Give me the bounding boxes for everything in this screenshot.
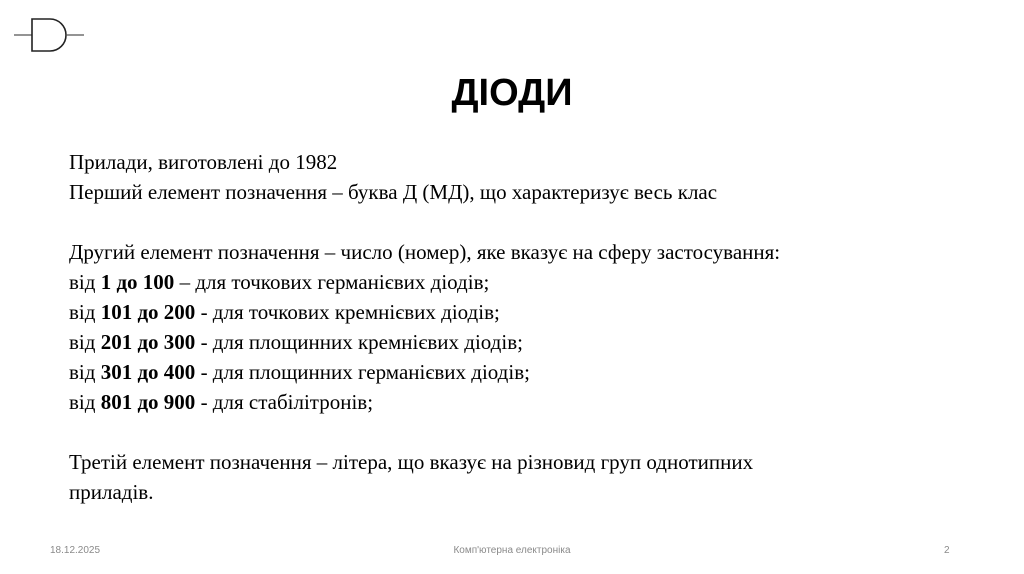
range-line bbox=[69, 387, 969, 417]
text-line: Перший елемент позначення – буква Д (МД), що характеризує весь клас bbox=[69, 180, 718, 204]
range-value: 1 до 100 bbox=[100, 270, 175, 294]
footer-date: 18.12.2025 bbox=[50, 545, 101, 556]
range-description: - для стабілітронів; bbox=[195, 390, 374, 414]
text-line: Третій елемент позначення – літера, що вказує на різновид груп однотипних bbox=[69, 450, 754, 474]
range-value: 301 до 400 bbox=[100, 360, 196, 384]
range-prefix: від bbox=[69, 330, 101, 354]
range-prefix: від bbox=[69, 360, 101, 384]
range-value: 101 до 200 bbox=[100, 300, 196, 324]
range-value: 801 до 900 bbox=[100, 390, 196, 414]
range-line bbox=[69, 327, 969, 357]
slide-title: ДІОДИ bbox=[451, 72, 573, 114]
range-prefix: від bbox=[69, 390, 101, 414]
range-description: – для точкових германієвих діодів; bbox=[174, 270, 490, 294]
and-gate-icon bbox=[12, 14, 88, 56]
range-description: - для площинних кремнієвих діодів; bbox=[195, 330, 523, 354]
range-value: 201 до 300 bbox=[100, 330, 196, 354]
page-number: 2 bbox=[944, 545, 950, 556]
range-description: - для площинних германієвих діодів; bbox=[195, 360, 530, 384]
text-line: Прилади, виготовлені до 1982 bbox=[69, 150, 338, 174]
text-line: приладів. bbox=[69, 480, 154, 504]
range-line bbox=[69, 267, 969, 297]
slide-body bbox=[69, 147, 969, 507]
footer-title: Комп'ютерна електроніка bbox=[453, 545, 571, 556]
range-description: - для точкових кремнієвих діодів; bbox=[195, 300, 500, 324]
range-prefix: від bbox=[69, 270, 101, 294]
range-line bbox=[69, 297, 969, 327]
range-prefix: від bbox=[69, 300, 101, 324]
range-line bbox=[69, 357, 969, 387]
text-line: Другий елемент позначення – число (номер), яке вказує на сферу застосування: bbox=[69, 240, 781, 264]
